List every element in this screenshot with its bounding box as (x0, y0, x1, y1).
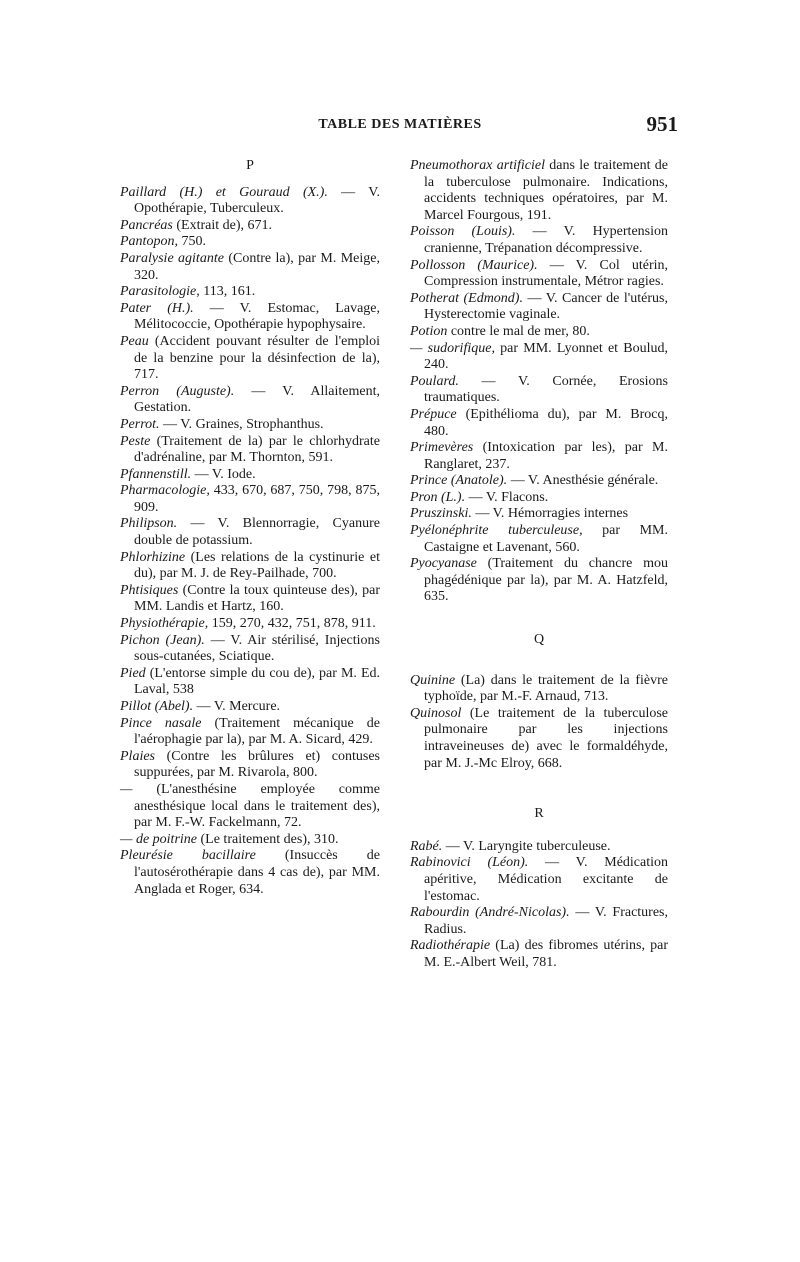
entry-name: Pancréas (120, 217, 173, 233)
index-entry (120, 666, 380, 699)
index-entry (120, 234, 380, 251)
entry-text: (Contre la), par M. Meige, 320. (134, 250, 381, 283)
entry-text: — V. Médication apéritive, Médication excitante de l'estomac. (424, 855, 669, 904)
entry-name: Perron (Auguste). (120, 383, 235, 399)
entry-name: Plaies (120, 748, 155, 764)
section-letter-r: R (534, 806, 544, 822)
index-entry (120, 467, 380, 484)
left-column (120, 158, 380, 898)
entry-name: Pantopon, (120, 234, 178, 250)
index-entry (120, 633, 380, 666)
entry-text: — V. Air stérilisé, Injections sous-cutanées, Sciatique. (134, 632, 380, 665)
entry-name: Pleurésie bacillaire (120, 848, 256, 864)
entry-text: (Epithélioma du), par M. Brocq, 480. (424, 406, 669, 439)
entry-name: Phlorhizine (120, 549, 186, 565)
entry-text: (La) dans le traitement de la fièvre typhoïde, par M.-F. Arnaud, 713. (424, 672, 668, 705)
right-column (410, 158, 668, 972)
entry-text: (Traitement de la) par le chlorhydrate d'adrénaline, par M. Thornton, 591. (134, 433, 380, 466)
entry-text: par MM. Lyonnet et Boulud, 240. (424, 340, 669, 373)
index-entry (410, 556, 668, 606)
index-entry (410, 706, 668, 772)
entry-name: Radiothérapie (410, 938, 491, 954)
entry-text: — V. Estomac, Lavage, Mélitococcie, Opothérapie hypophysaire. (134, 300, 381, 333)
page-number: 951 (646, 112, 678, 136)
entry-name: Paillard (H.) et Gouraud (X.). (120, 184, 328, 200)
section-letter-p: P (246, 158, 254, 173)
entry-text: — V. Blennorragie, Cyanure double de potassium. (134, 516, 380, 549)
entry-text: (Les relations de la cystinurie et du), par M. J. de Rey-Pailhade, 700. (134, 549, 381, 582)
entry-name: Rabé. (410, 838, 443, 854)
index-entry (120, 417, 380, 434)
index-entry (410, 224, 668, 257)
entry-name: Pied (120, 665, 146, 681)
index-entry (120, 848, 380, 898)
entry-name: Paralysie agitante (120, 250, 224, 266)
entry-name: Pillot (Abel). (120, 699, 194, 714)
entry-text: — V. Hypertension cranienne, Trépanation décompressive. (424, 224, 668, 256)
entry-text: (Contre la toux quinteuse des), par MM. Landis et Hartz, 160. (134, 582, 380, 615)
entry-text: (Le traitement des), 310. (200, 831, 339, 847)
entry-text: — V. Cornée, Erosions traumatiques. (424, 373, 669, 406)
index-entry (120, 434, 380, 467)
entry-text: (Traitement mécanique de l'aérophagie par la), par M. A. Sicard, 429. (134, 715, 381, 748)
index-entry (410, 291, 668, 324)
entry-text: (L'entorse simple du cou de), par M. Ed. Laval, 538 (134, 665, 380, 698)
index-entry (120, 301, 380, 334)
entry-name: — (120, 781, 133, 797)
index-entry (120, 251, 380, 284)
entry-name: Pollosson (Maurice). (410, 257, 538, 273)
right-entries-q-list (410, 673, 668, 773)
index-entry (120, 699, 380, 716)
entry-text: (Extrait de), 671. (176, 217, 273, 233)
entry-text: 750. (181, 234, 206, 250)
entry-name: Peste (120, 433, 151, 449)
entry-text: (Traitement du chancre mou phagédénique par la), par M. A. Hatzfeld, 635. (424, 556, 669, 605)
index-entry (410, 374, 668, 407)
index-entry (410, 341, 668, 374)
entry-name: Pron (L.). (410, 489, 466, 505)
entry-name: Poulard. (410, 373, 459, 389)
entry-text: par MM. Castaigne et Lavenant, 560. (424, 523, 668, 555)
entry-text: — V. Opothérapie, Tuberculeux. (134, 184, 381, 217)
entry-text: 113, 161. (203, 284, 256, 300)
index-entry (120, 550, 380, 583)
entry-text: 159, 270, 432, 751, 878, 911. (211, 616, 376, 632)
entry-text: contre le mal de mer, 80. (450, 323, 590, 339)
index-entry (410, 938, 668, 971)
entry-text: — V. Graines, Strophanthus. (163, 416, 324, 432)
entry-text: 433, 670, 687, 750, 798, 875, 909. (134, 483, 381, 515)
index-entry (120, 782, 380, 832)
entry-name: Perrot. (120, 416, 160, 432)
entry-name: Pyocyanase (410, 556, 477, 572)
index-entry (410, 407, 668, 440)
entry-text: — V. Hémorragies internes (475, 506, 629, 522)
index-entry (410, 839, 668, 856)
entry-name: Pater (H.). (120, 300, 194, 316)
entry-name: Potherat (Edmond). (410, 290, 523, 306)
entry-name: Pharmacologie, (120, 483, 210, 499)
index-entry (120, 832, 380, 849)
entry-text: (Accident pouvant résulter de l'emploi de la benzine pour la désinfection de la), 717. (134, 333, 380, 383)
index-entry (410, 158, 668, 224)
entry-name: Parasitologie, (120, 284, 200, 300)
page-header-title: TABLE DES MATIÈRES (318, 117, 482, 132)
index-entry (410, 258, 668, 291)
index-entry (410, 506, 668, 523)
entry-name: Poisson (Louis). (410, 224, 516, 240)
entry-name: — de poitrine (120, 831, 197, 847)
entry-name: Primevères (410, 440, 474, 456)
left-entries-list (120, 185, 380, 899)
index-entry (410, 490, 668, 507)
entry-text: (Intoxication par les), par M. Ranglaret, 237. (424, 440, 668, 472)
index-entry (120, 583, 380, 616)
index-entry (120, 516, 380, 549)
entry-name: Physiothérapie, (120, 616, 209, 632)
right-entries-r-list (410, 839, 668, 972)
entry-name: Rabinovici (Léon). (410, 855, 529, 871)
index-entry (120, 384, 380, 417)
entry-name: Pruszinski. (410, 506, 472, 522)
entry-text: — V. Iode. (194, 466, 256, 482)
entry-name: — sudorifique, (410, 340, 495, 356)
section-letter-q: Q (533, 632, 545, 648)
entry-name: Pince nasale (120, 715, 202, 731)
entry-name: Peau (120, 333, 149, 349)
index-entry (410, 440, 668, 473)
entry-name: Pyélonéphrite tuberculeuse, (410, 523, 583, 539)
entry-text: (L'anesthésine employée comme anesthésique local dans le traitement des), par M. F.-W. Fackelmann, 72. (134, 781, 380, 831)
entry-text: (La) des fibromes utérins, par M. E.-Albert Weil, 781. (424, 938, 669, 970)
entry-text: — V. Fractures, Radius. (424, 905, 668, 937)
entry-name: Pfannenstill. (120, 466, 192, 482)
index-entry (120, 185, 380, 218)
index-entry (120, 218, 380, 235)
entry-text: — V. Anesthésie générale. (510, 473, 659, 489)
entry-name: Rabourdin (André-Nicolas). (410, 905, 570, 921)
entry-text: (Insuccès de l'autosérothérapie dans 4 cas de), par MM. Anglada et Roger, 634. (134, 848, 380, 897)
entry-text: (Le traitement de la tuberculose pulmonaire par les injections intraveineuses de) avec le formaldéhyde, par M. J.-Mc Elroy, 668. (424, 705, 669, 771)
entry-name: Pichon (Jean). (120, 632, 205, 648)
entry-text: — V. Cancer de l'utérus, Hysterectomie vaginale. (424, 290, 668, 323)
entry-name: Philipson. (120, 516, 178, 532)
index-entry (120, 749, 380, 782)
index-entry (410, 855, 668, 905)
index-entry (120, 334, 380, 384)
index-entry (410, 905, 668, 938)
entry-name: Potion (410, 323, 448, 339)
entry-text: — V. Col utérin, Compression instrumentale, Métror ragies. (424, 257, 669, 290)
index-entry (410, 523, 668, 556)
entry-text: (Contre les brûlures et) contuses suppurées, par M. Rivarola, 800. (134, 748, 380, 781)
index-entry (120, 483, 380, 516)
entry-text: dans le traitement de la tuberculose pulmonaire. Indications, accidents techniques opératoires, par M. Marcel Fourgous, 191. (424, 158, 668, 223)
entry-text: — V. Allaitement, Gestation. (134, 383, 381, 416)
entry-name: Prépuce (410, 406, 457, 422)
index-entry (410, 673, 668, 706)
entry-text: — V. Mercure. (196, 699, 281, 714)
index-entry (120, 716, 380, 749)
index-entry (410, 324, 668, 341)
right-entries-p-list (410, 158, 668, 606)
index-entry (120, 284, 380, 301)
entry-name: Quinine (410, 672, 456, 688)
entry-name: Quinosol (410, 705, 462, 721)
entry-name: Phtisiques (120, 582, 179, 598)
entry-name: Pneumothorax artificiel (410, 158, 545, 173)
index-entry (410, 473, 668, 490)
entry-name: Prince (Anatole). (410, 473, 508, 489)
entry-text: — V. Flacons. (468, 489, 549, 505)
index-entry (120, 616, 380, 633)
entry-text: — V. Laryngite tuberculeuse. (445, 838, 611, 854)
